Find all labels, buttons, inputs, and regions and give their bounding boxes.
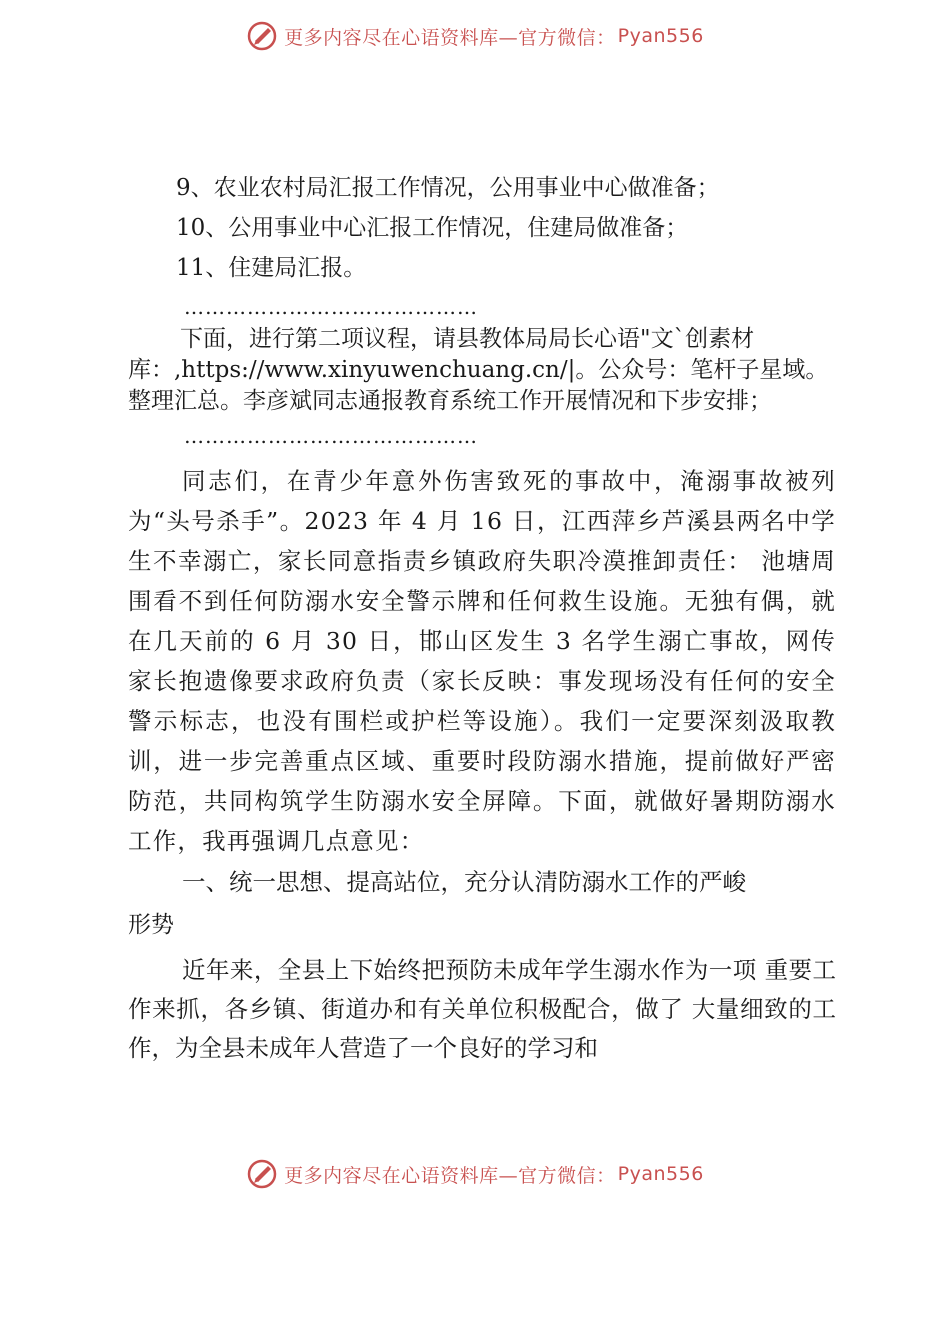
watermark-wechat-id: Pyan556 bbox=[617, 1163, 704, 1185]
watermark-logo-icon bbox=[246, 20, 278, 52]
agenda-paragraph: 下面，进行第二项议程，请县教体局局长心语"文`创素材库：,https://www.xinyuwenchuang.cn/|。公众号：笔杆子星域。整理汇总。李彦斌同志通报教育系统工作开展情况和下步安排； bbox=[128, 326, 829, 414]
closing-paragraph: 近年来，全县上下始终把预防未成年学生溺水作为一项 重要工作来抓，各乡镇、街道办和有关单位积极配合，做了 大量细致的工作，为全县未成年人营造了一个良好的学习和 bbox=[128, 956, 836, 1062]
list-item: 9、农业农村局汇报工作情况，公用事业中心做准备； bbox=[176, 175, 720, 201]
list-item: 11、住建局汇报。 bbox=[176, 255, 367, 281]
watermark-footer bbox=[0, 1154, 950, 1194]
watermark-wechat-id: Pyan556 bbox=[617, 25, 704, 47]
watermark-logo-icon bbox=[246, 1158, 278, 1190]
ellipsis-divider: …………………………………… bbox=[184, 295, 478, 319]
watermark-text: 更多内容尽在心语资料库—官方微信： bbox=[284, 26, 616, 49]
section-heading-continuation: 形势 bbox=[128, 912, 174, 938]
section-heading: 一、统一思想、提高站位，充分认清防溺水工作的严峻 bbox=[182, 868, 746, 896]
list-item: 10、公用事业中心汇报工作情况，住建局做准备； bbox=[176, 215, 689, 241]
speech-paragraph: 同志们，在青少年意外伤害致死的事故中，淹溺事故被列为“头号杀手”。2023 年 4 月 16 日，江西萍乡芦溪县两名中学生不幸溺亡，家长同意指责乡镇政府失职冷漠推卸责任： 池塘周围看不到任何防溺水安全警示牌和任何救生设施。无独有偶，就在几天前的 6 月 30 日，邯山区发生 3 名学生溺亡事故，网传家长抱遗像要求政府负责（家长反映：事发现场没有任何的安全警示标志，也没有围栏或护栏等设施）。我们一定要深刻汲取教训，进一步完善重点区域、重要时段防溺水措施，提前做好严密防范，共同构筑学生防溺水安全屏障。下面，就做好暑期防溺水工作，我再强调几点意见： bbox=[128, 467, 836, 855]
watermark-text: 更多内容尽在心语资料库—官方微信： bbox=[284, 1164, 616, 1187]
watermark-header bbox=[0, 16, 950, 56]
document-body bbox=[128, 168, 836, 1068]
ellipsis-divider: …………………………………… bbox=[184, 424, 478, 448]
